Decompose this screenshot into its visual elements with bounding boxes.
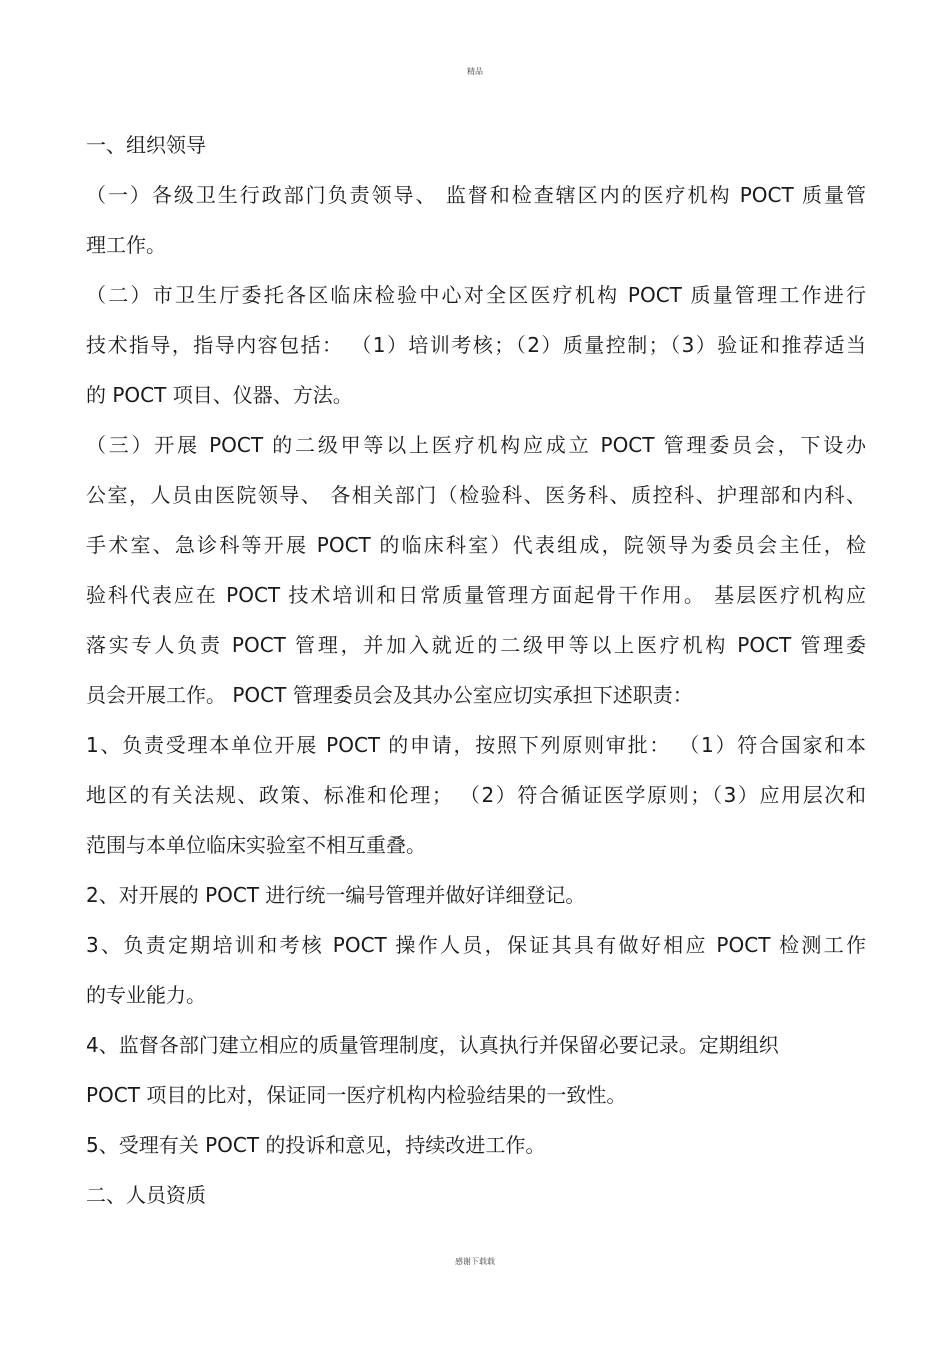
list-item-line: 1、负责受理本单位开展 POCT 的申请，按照下列原则审批： （1）符合国家和本 xyxy=(86,733,866,757)
paragraph-line: 的 POCT 项目、仪器、方法。 xyxy=(86,383,353,407)
list-item-line: 地区的有关法规、政策、标准和伦理； （2）符合循证医学原则；（3）应用层次和 xyxy=(86,783,866,807)
page-header-mark: 精品 xyxy=(467,67,483,76)
section-heading-personnel: 二、人员资质 xyxy=(86,1183,206,1207)
paragraph-line: 手术室、急诊科等开展 POCT 的临床科室）代表组成，院领导为委员会主任，检 xyxy=(86,533,866,557)
paragraph-line: 技术指导，指导内容包括： （1）培训考核；（2）质量控制；（3）验证和推荐适当 xyxy=(86,333,866,357)
paragraph-line: 员会开展工作。 POCT 管理委员会及其办公室应切实承担下述职责： xyxy=(86,683,693,707)
paragraph-line: （二）市卫生厅委托各区临床检验中心对全区医疗机构 POCT 质量管理工作进行 xyxy=(86,283,866,307)
paragraph-line: （一）各级卫生行政部门负责领导、 监督和检查辖区内的医疗机构 POCT 质量管 xyxy=(86,183,866,207)
list-item-line: 4、监督各部门建立相应的质量管理制度，认真执行并保留必要记录。定期组织 xyxy=(86,1033,779,1057)
paragraph-line: 公室，人员由医院领导、 各相关部门（检验科、医务科、质控科、护理部和内科、 xyxy=(86,483,866,507)
section-heading-organization: 一、组织领导 xyxy=(86,133,206,157)
paragraph-line: 验科代表应在 POCT 技术培训和日常质量管理方面起骨干作用。 基层医疗机构应 xyxy=(86,583,866,607)
list-item-line: 的专业能力。 xyxy=(86,983,206,1007)
list-item-line: 2、对开展的 POCT 进行统一编号管理并做好详细登记。 xyxy=(86,883,586,907)
list-item-line: 范围与本单位临床实验室不相互重叠。 xyxy=(86,833,426,857)
paragraph-line: 理工作。 xyxy=(86,233,166,257)
paragraph-line: （三）开展 POCT 的二级甲等以上医疗机构应成立 POCT 管理委员会，下设办 xyxy=(86,433,866,457)
paragraph-line: 落实专人负责 POCT 管理，并加入就近的二级甲等以上医疗机构 POCT 管理委 xyxy=(86,633,866,657)
list-item-line: 3、负责定期培训和考核 POCT 操作人员，保证其具有做好相应 POCT 检测工作 xyxy=(86,933,866,957)
list-item-line: 5、受理有关 POCT 的投诉和意见，持续改进工作。 xyxy=(86,1133,546,1157)
list-item-line: POCT 项目的比对，保证同一医疗机构内检验结果的一致性。 xyxy=(86,1083,627,1107)
page-footer-mark: 感谢下载载 xyxy=(455,1257,495,1266)
